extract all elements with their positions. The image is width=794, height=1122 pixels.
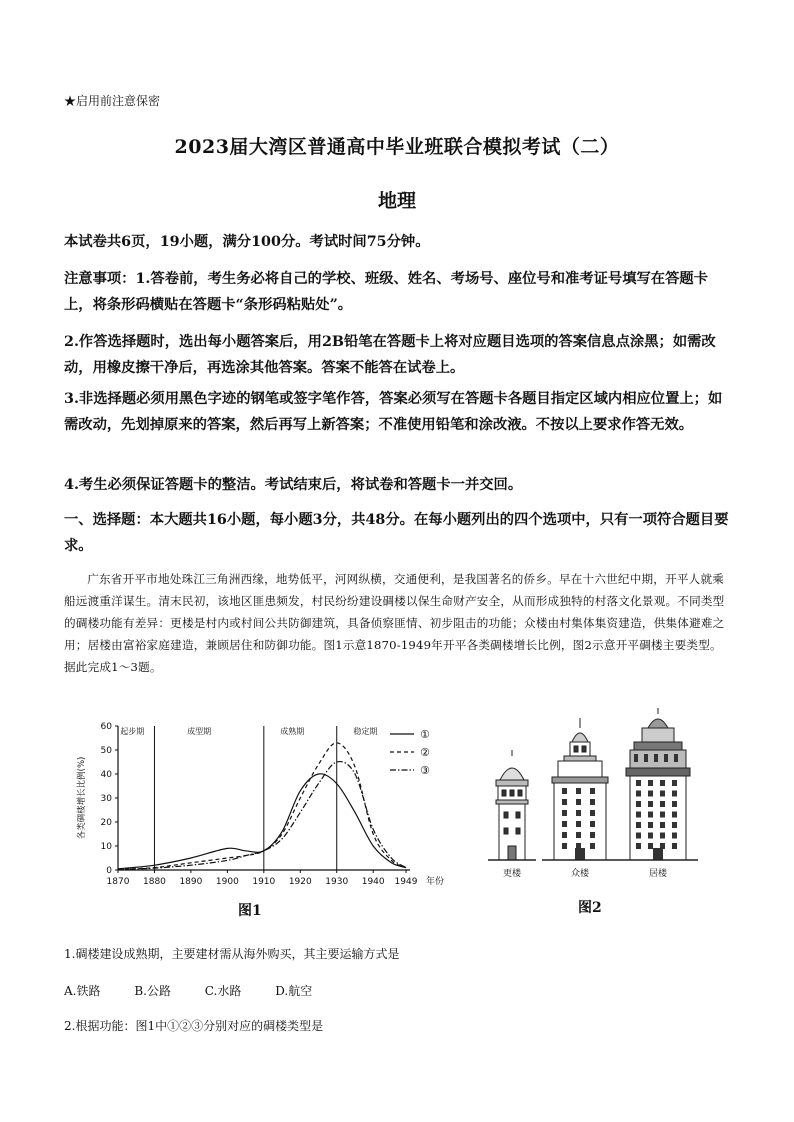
communal-window	[562, 832, 567, 838]
residential-upper-window	[644, 754, 648, 762]
residential-window	[636, 780, 641, 786]
residential-window	[672, 801, 677, 807]
note-3: 3.非选择题必须用黑色字迹的钢笔或签字笔作答，答案必须写在答题卡各题目指定区域内相应位置上；如需改动，先划掉原来的答案，然后再写上新答案；不准使用铅笔和涂改液。不按以上要求作答无效。	[64, 391, 723, 433]
confidential-mark: ★启用前注意保密	[64, 94, 161, 108]
communal-window	[590, 843, 595, 849]
x-tick-label: 1870	[106, 877, 130, 887]
communal-window	[590, 799, 595, 805]
residential-window	[660, 833, 665, 839]
residential-window	[648, 801, 653, 807]
communal-window	[576, 821, 581, 827]
y-tick-label: 30	[100, 794, 112, 804]
residential-window	[648, 812, 653, 818]
residential-window	[636, 791, 641, 797]
x-tick-label: 1920	[288, 877, 312, 887]
y-tick-label: 50	[100, 746, 112, 756]
x-tick-label: 1930	[325, 877, 349, 887]
y-axis-label: 各类碉楼增长比例(%)	[77, 756, 87, 840]
question-material: 广东省开平市地处珠江三角洲西缘，地势低平，河网纵横，交通便利，是我国著名的侨乡。早在十六世纪中期，开平人就乘船远渡重洋谋生。清末民初，该地区匪患频发，村民纷纷建设碉楼以保生命财产安全，从而形成独特的村落文化景观。不同类型的碉楼功能有差异：更楼是村内或村间公共防御建筑，具备侦察匪情、初步阻击的功能；众楼由村集体集资建造，供集体避难之用；居楼由富裕家庭建造，兼顾居住和防御功能。图1示意1870-1949年开平各类碉楼增长比例，图2示意开平碉楼主要类型。据此完成1～3题。	[64, 572, 725, 674]
chart-axes	[76, 722, 444, 887]
chart-series	[118, 743, 406, 870]
x-tick-label: 1890	[179, 877, 203, 887]
x-tick-label: 1940	[361, 877, 385, 887]
y-tick-label: 0	[106, 866, 112, 876]
legend-label-3: ③	[420, 764, 430, 777]
residential-window	[660, 801, 665, 807]
residential-window	[672, 833, 677, 839]
figure-2-caption: 图2	[578, 900, 602, 916]
tower-label-3: 居楼	[648, 869, 668, 879]
option-c: C.水路	[204, 984, 242, 998]
exam-title: 2023届大湾区普通高中毕业班联合模拟考试（二）	[174, 136, 620, 158]
y-tick-label: 60	[100, 722, 112, 732]
period-label: 起步期	[120, 727, 145, 736]
communal-window	[562, 810, 567, 816]
series-line-2	[118, 743, 406, 869]
question-2: 2.根据功能：图1中①②③分别对应的碉楼类型是	[64, 1019, 324, 1033]
residential-window	[672, 791, 677, 797]
residential-door	[653, 848, 663, 860]
residential-window	[648, 833, 653, 839]
legend-label-2: ②	[420, 746, 430, 759]
figure-1-chart	[70, 716, 450, 896]
communal-window	[590, 788, 595, 794]
communal-window	[562, 799, 567, 805]
legend-label-1: ①	[420, 728, 430, 741]
residential-window	[660, 791, 665, 797]
figure-2-towers	[478, 706, 718, 886]
communal-window	[576, 832, 581, 838]
tower-label-2: 众楼	[570, 869, 590, 879]
residential-window	[672, 780, 677, 786]
tower-label-1: 更楼	[502, 869, 522, 879]
x-axis-label: 年份	[426, 877, 445, 887]
residential-window	[660, 822, 665, 828]
communal-window	[576, 799, 581, 805]
residential-window	[636, 843, 641, 849]
residential-window	[648, 843, 653, 849]
y-tick-label: 40	[100, 770, 112, 780]
residential-window	[636, 812, 641, 818]
question-1: 1.碉楼建设成熟期，主要建材需从海外购买，其主要运输方式是	[64, 947, 400, 961]
chart-periods	[120, 726, 377, 870]
communal-window	[590, 810, 595, 816]
residential-window	[648, 822, 653, 828]
residential-window	[648, 780, 653, 786]
residential-upper-window	[664, 754, 668, 762]
question-1-options	[64, 981, 732, 1001]
x-tick-label: 1900	[215, 877, 239, 887]
period-label: 成熟期	[280, 727, 305, 736]
period-label: 成型期	[187, 727, 212, 736]
residential-window	[672, 812, 677, 818]
communal-window	[576, 810, 581, 816]
residential-upper-window	[634, 754, 638, 762]
option-b: B.公路	[134, 984, 171, 998]
communal-window	[562, 788, 567, 794]
residential-upper-window	[654, 754, 658, 762]
figure-1-caption: 图1	[238, 903, 262, 919]
x-tick-label: 1880	[143, 877, 166, 887]
subject-title: 地理	[377, 190, 416, 212]
period-label: 稳定期	[353, 727, 378, 736]
option-d: D.航空	[275, 984, 313, 998]
option-a: A.铁路	[64, 984, 101, 998]
residential-window	[660, 780, 665, 786]
communal-tower-windows	[562, 788, 595, 860]
communal-window	[590, 832, 595, 838]
communal-window	[590, 821, 595, 827]
series-line-1	[118, 774, 406, 869]
note-4: 4.考生必须保证答题卡的整洁。考试结束后，将试卷和答题卡一并交回。	[64, 477, 523, 493]
series-line-3	[118, 762, 406, 870]
y-tick-label: 10	[100, 842, 112, 852]
residential-window	[636, 833, 641, 839]
residential-window	[648, 791, 653, 797]
exam-intro: 本试卷共6页，19小题，满分100分。考试时间75分钟。	[64, 234, 430, 250]
residential-window	[672, 822, 677, 828]
communal-window	[576, 788, 581, 794]
communal-window	[562, 843, 567, 849]
residential-window	[636, 822, 641, 828]
note-1: 注意事项：1.答卷前，考生务必将自己的学校、班级、姓名、考场号、座位号和准考证号填写在答题卡上，将条形码横贴在答题卡“条形码粘贴处”。	[64, 271, 708, 313]
residential-window	[660, 812, 665, 818]
residential-window	[636, 801, 641, 807]
watch-tower-drawing	[488, 750, 536, 860]
residential-window	[672, 843, 677, 849]
note-2: 2.作答选择题时，选出每小题答案后，用2B铅笔在答题卡上将对应题目选项的答案信息点涂黑；如需改动，用橡皮擦干净后，再选涂其他答案。答案不能答在试卷上。	[64, 334, 716, 376]
x-tick-label: 1949	[394, 877, 418, 887]
residential-tower-drawing	[626, 708, 690, 860]
residential-upper-window	[674, 754, 678, 762]
x-tick-label: 1910	[252, 877, 276, 887]
section-heading: 一、选择题：本大题共16小题，每小题3分，共48分。在每小题列出的四个选项中，只有一项符合题目要求。	[64, 512, 729, 554]
chart-legend	[390, 728, 430, 777]
communal-window	[562, 821, 567, 827]
communal-door	[575, 848, 585, 860]
y-tick-label: 20	[100, 818, 112, 828]
